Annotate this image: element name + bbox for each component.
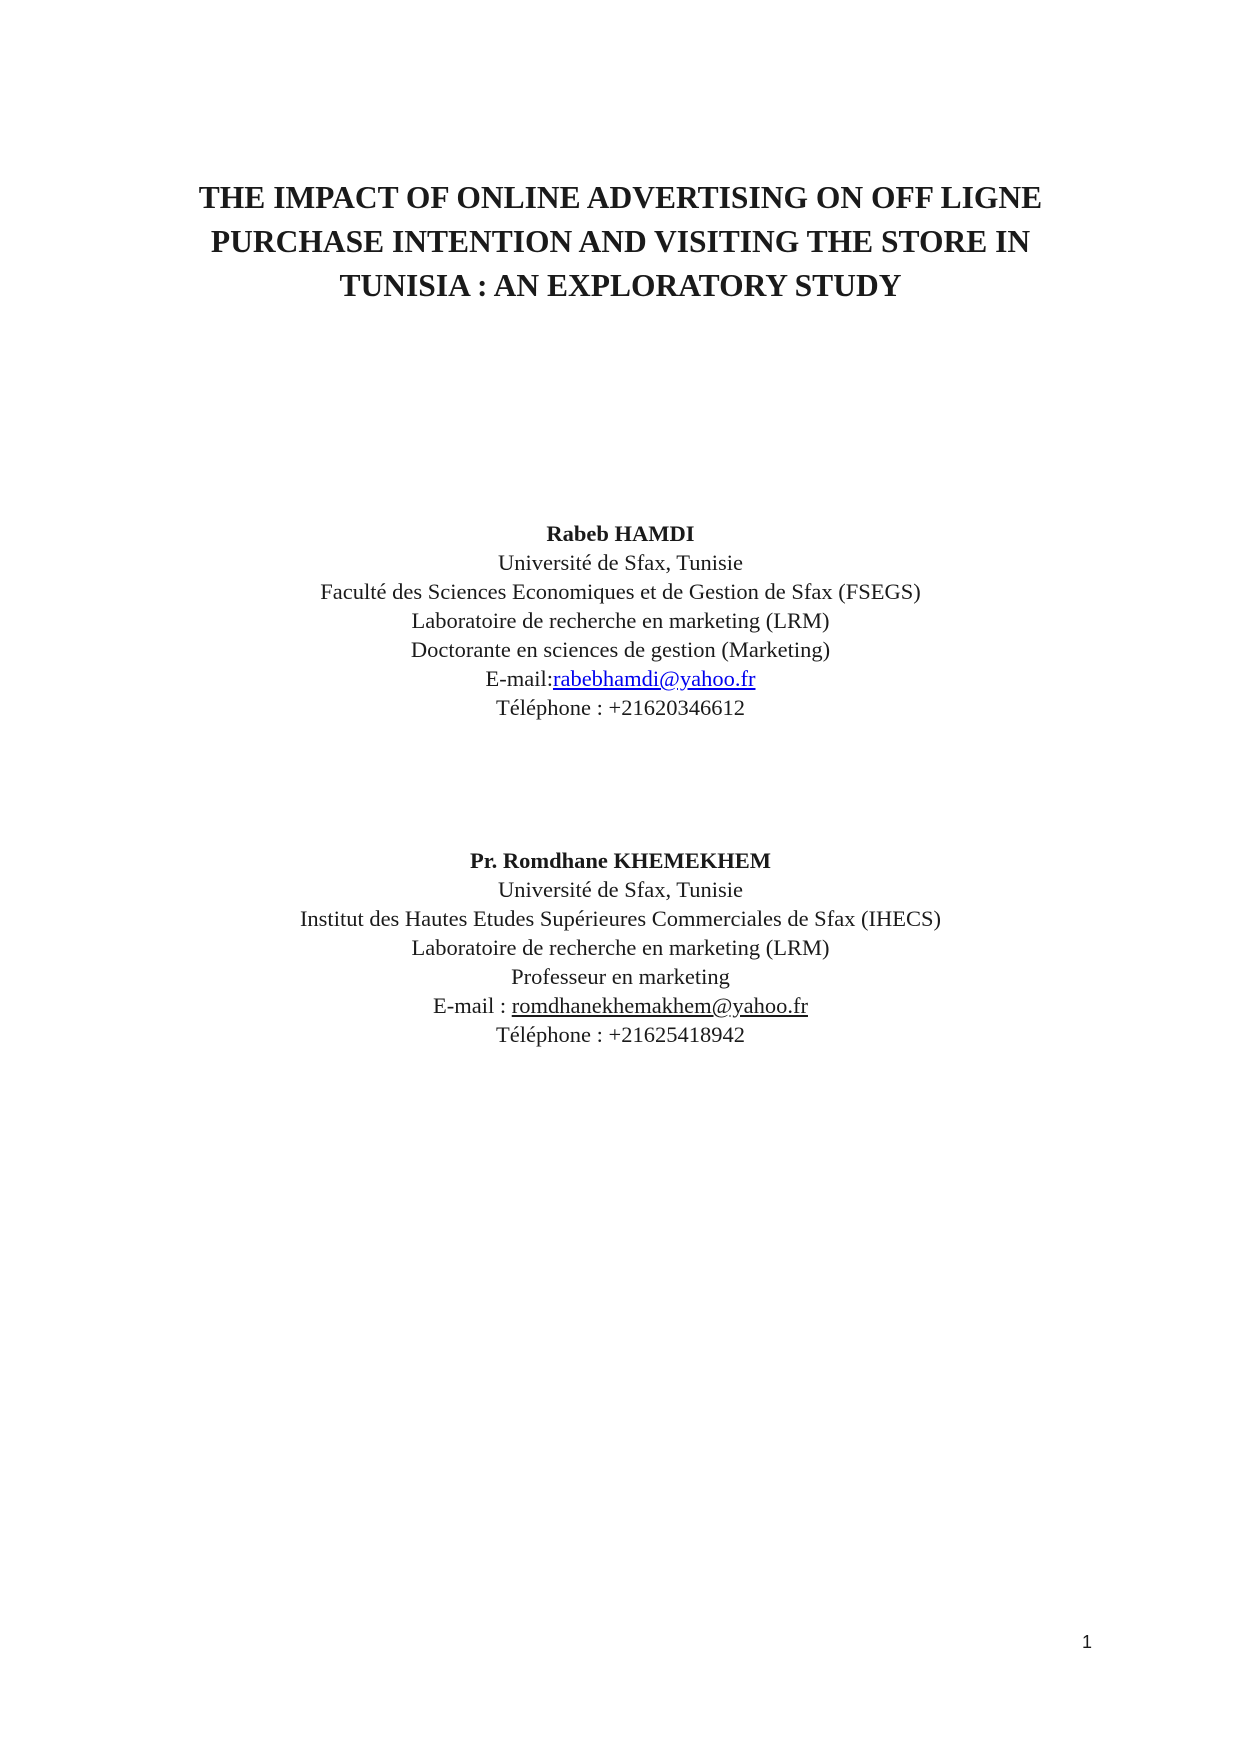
author-email-line	[120, 991, 1121, 1020]
author-email-line	[120, 664, 1121, 693]
author-lab: Laboratoire de recherche en marketing (LRM)	[411, 935, 830, 960]
email-link[interactable]: romdhanekhemakhem@yahoo.fr	[511, 993, 808, 1018]
author-position: Doctorante en sciences de gestion (Marketing)	[410, 637, 831, 662]
title-line: TUNISIA : AN EXPLORATORY STUDY	[339, 268, 902, 303]
paper-title	[120, 176, 1121, 308]
author-position: Professeur en marketing	[511, 964, 730, 989]
author-name: Rabeb HAMDI	[546, 521, 695, 546]
page-number: 1	[1082, 1632, 1093, 1652]
author-phone: Téléphone : +21620346612	[496, 695, 745, 720]
email-label: E-mail:	[485, 666, 553, 691]
email-label: E-mail :	[433, 993, 512, 1018]
author-block-second	[120, 846, 1121, 1049]
title-line: THE IMPACT OF ONLINE ADVERTISING ON OFF LIGNE	[198, 180, 1043, 215]
author-university: Université de Sfax, Tunisie	[498, 550, 743, 575]
author-faculty: Institut des Hautes Etudes Supérieures Commerciales de Sfax (IHECS)	[299, 906, 942, 931]
author-lab: Laboratoire de recherche en marketing (LRM)	[411, 608, 830, 633]
email-link[interactable]: rabebhamdi@yahoo.fr	[552, 666, 756, 691]
author-faculty: Faculté des Sciences Economiques et de Gestion de Sfax (FSEGS)	[320, 579, 921, 604]
author-name: Pr. Romdhane KHEMEKHEM	[469, 848, 772, 873]
title-line: PURCHASE INTENTION AND VISITING THE STORE IN	[210, 224, 1031, 259]
author-university: Université de Sfax, Tunisie	[498, 877, 743, 902]
author-phone: Téléphone : +21625418942	[496, 1022, 745, 1047]
author-block-first	[120, 519, 1121, 722]
